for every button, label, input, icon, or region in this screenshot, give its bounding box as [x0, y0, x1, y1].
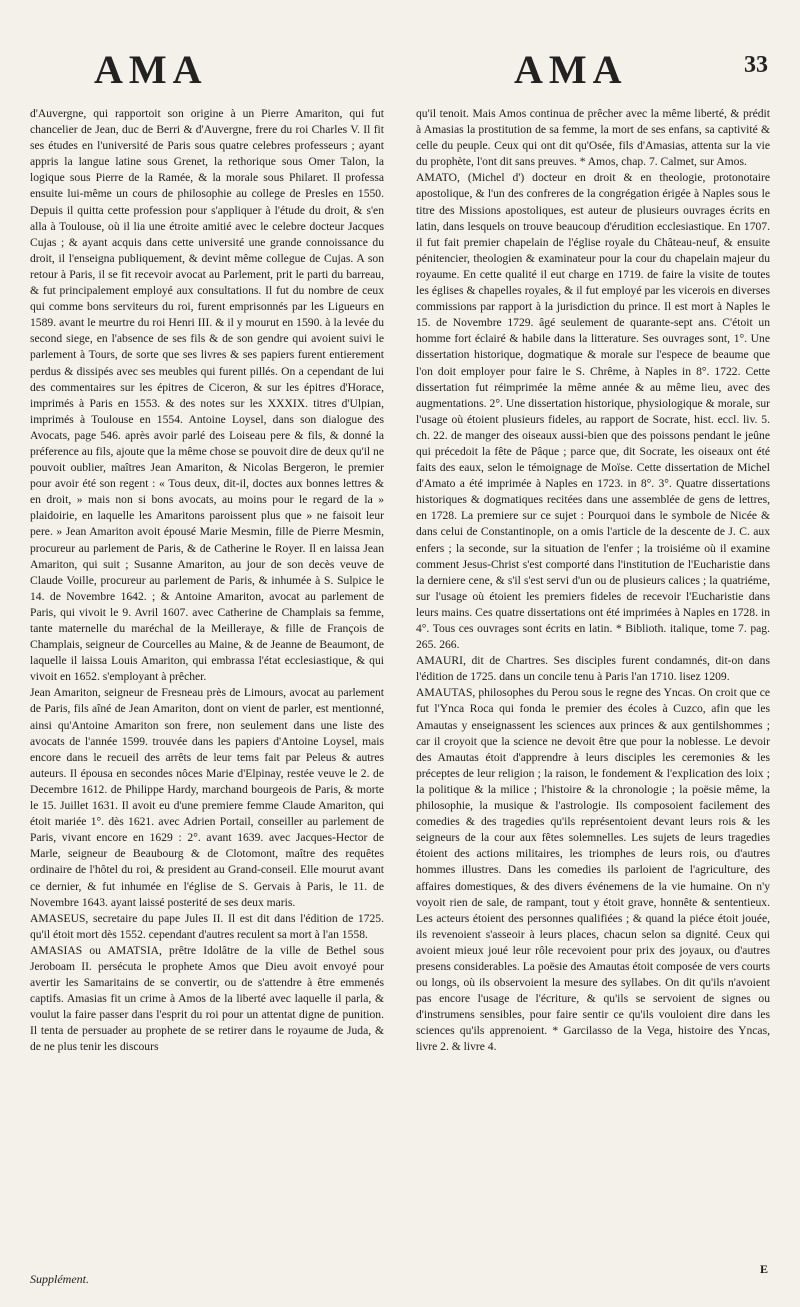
page-number: 33: [744, 52, 768, 78]
paragraph: d'Auvergne, qui rapportoit son origine à un Pierre Amariton, qui fut chancelier de Jean, duc de Berri & d'Auvergne, frere du roi Charles V. Il fit ses études en l'université de Paris sous quatre celebres professeurs ; ayant appris la langue latine sous Grenet, la rethorique sous Omer Talon, la logique sous Pierre de la Ramée, & la morale sous Philaret. Il professa ensuite lui-même un cours de philosophie au college de Presles en 1550. Depuis il quitta cette profession pour s'appliquer à l'étude du droit, & s'en alla à Toulouse, où il lia une étroite amitié avec le celebre docteur Jacques Cujas ; & ayant acquis dans cette université une grande connoissance du droit, il l'enseigna publiquement, & devint même collegue de Cujas. A son retour à Paris, il se fit recevoir avocat au Parlement, prit le parti du barreau, & fut principalement employé aux consultations. Il fut du nombre de ceux qui comme bons serviteurs du roi, furent emprisonnés par les Ligueurs en 1589. avant le meurtre du roi Henri III. & il y mourut en 1590. à la levée du second siege, en l'absence de ses fils & de son gendre qui avoient suivi le parlement à Tours, de sorte que ses livres & ses papiers furent entierement perdus & dissipés avec ses meubles qui furent pillés. On a cependant de lui des commentaires sur les épitres de Ciceron, & sur les épitres d'Horace, imprimés à Paris en 1553. & des notes sur les XXXIX. titres d'Ulpian, imprimés à Toulouse en 1554. Antoine Loysel, dans son dialogue des Avocats, page 546. après avoir parlé des Loiseau pere & fils, & donné la préference au fils, ajoute que la même chose se pouvoit dire de deux qu'il ne pouvoit oublier, maîtres Jean Amariton, & Nicolas Bergeron, le premier pour avoir été son regent : « Tous deux, dit-il, doctes aux bonnes lettres & en droit, » mais non si bons avocats, au moins pour le regard de la » plaidoirie, en laquelle les Amaritons paroissent plus que » ne faisoit leur pere. » Jean Amariton avoit épousé Marie Mesmin, fille de Pierre Mesmin, procureur au parlement de Paris, & de Catherine le Royer. Il en laissa Jean Amariton, qui suit ; Susanne Amariton, au jour de son decès veuve de Claude Voille, procureur au parlement de Paris, & inhumée à S. Sulpice le 14. de Novembre 1642. ; & Antoine Amariton, avocat au parlement de Paris, qui vivoit le 9. Avril 1607. avec Catherine de Champlais sa femme, tante maternelle du maréchal de la Meilleraye, & fille de François de Champlais, seigneur de Courcelles au Maine, & de Jeanne de Beaumont, de laquelle il laissa Louis Amariton, qui embrassa l'état ecclesiastique, & qui vivoit en 1652. s'employant à prêcher.: [30, 107, 384, 684]
paragraph: AMASEUS, secretaire du pape Jules II. Il est dit dans l'édition de 1725. qu'il étoit mort dès 1552. cependant d'autres reculent sa mort à l'an 1558.: [30, 911, 384, 941]
catchword: Supplément.: [30, 1272, 89, 1286]
header-right-title: AMA: [514, 47, 628, 92]
paragraph: AMATO, (Michel d') docteur en droit & en theologie, protonotaire apostolique, & l'un des confreres de la congrégation érigée à Naples sous le titre des Missions apostoliques, est auteur de plusieurs ouvrages écrits en latin, dans lesquels on trouve beaucoup d'érudition ecclesiastique. En 1707. il fut fait premier chapelain de l'église royale du Château-neuf, & ensuite pénitencier, theologien & examinateur pour la cour du chapelain majeur du royaume. En cette qualité il eut charge en 1719. de faire la visite de toutes les églises & chapelles royales, & il fut employé par les vicerois en diverses commissions par rapport à la jurisdiction du prince. Il est mort à Naples le 15. de Novembre 1729. âgé seulement de quarante-sept ans. C'étoit un homme fort éclairé & habile dans la litterature. Ses ouvrages sont, 1°. Une dissertation historique, dogmatique & morale sur l'espece de beaume que l'on doit employer pour faire le S. Chrême, à Naples in 8°. 1722. Cette dissertation fut réimprimée la même année & au même lieu, avec des augmentations. 2°. Une dissertation historique, physiologique & morale, sur l'usage où étoient plusieurs fideles, au rapport de Socrate, hist. eccl. liv. 5. ch. 22. de manger des oiseaux aussi-bien que des poissons pendant le jeûne qui précedoit la fête de Pâque ; parce que, dit Socrate, les oiseaux ont été faits des eaux, selon le témoignage de Moïse. Cette dissertation de Michel d'Amato a été imprimée à Naples en 1723. in 8°. 3°. Quatre dissertations historiques & dogmatiques recitées dans une assemblée de gens de lettres, en 1728. La premiere sur ce sujet : Pourquoi dans le symbole de Nicée & dans celui de Constantinople, on a omis l'article de la descente de J. C. aux enfers ; la seconde, sur la situation de l'enfer ; la troisiéme où il examine comment Jesus-Christ s'est comporté dans l'institution de l'Eucharistie dans la derniere cene, & s'il s'est servi d'un ou de plusieurs calices ; la quatriéme, sur l'usage où étoient les premiers fideles de recevoir l'Eucharistie dans leurs mains. Ces quatre dissertations ont été imprimées à Naples en 1728. in 4°. Tous ces ouvrages sont écrits en latin. * Biblioth. italique, tome 7. pag. 265. 266.: [416, 171, 770, 652]
right-column: [416, 106, 770, 1288]
left-column: [30, 106, 384, 1288]
paragraph: qu'il tenoit. Mais Amos continua de prêcher avec la même liberté, & prédit à Amasias la prostitution de sa femme, la mort de ses enfans, sa captivité & celle du peuple. Ceux qui ont dit qu'Osée, fils d'Amasias, attenta sur la vie du prophète, l'ont dit sans preuves. * Amos, chap. 7. Calmet, sur Amos.: [416, 107, 770, 169]
running-header: [0, 46, 800, 96]
paragraph: AMAURI, dit de Chartres. Ses disciples furent condamnés, dit-on dans l'édition de 1725. dans un concile tenu à Paris l'an 1710. lisez 1209.: [416, 654, 770, 684]
signature-mark: E: [760, 1262, 769, 1276]
header-left-title: AMA: [94, 47, 208, 92]
paragraph: AMASIAS ou AMATSIA, prêtre Idolâtre de la ville de Bethel sous Jeroboam II. persécuta le prophete Amos que Dieu avoit envoyé pour avertir les Samaritains de se convertir, ou de s'attendre à être emmenés captifs. Amasias fit un crime à Amos de la liberté avec laquelle il parla, & voulut la faire passer dans l'esprit du roi pour un attentat digne de punition. Il tenta de persuader au prophete de se retirer dans le royaume de Juda, & de ne plus tenir les discours: [30, 943, 384, 1054]
paragraph: Jean Amariton, seigneur de Fresneau près de Limours, avocat au parlement de Paris, fils aîné de Jean Amariton, dont on vient de parler, est mentionné, ainsi qu'Antoine Amariton son frere, non seulement dans une liste des avocats de l'année 1599. trouvée dans les papiers d'Antoine Loysel, mais encore dans le recueil des arrêts de leur tems fait par Peleus & autres auteurs. Il épousa en secondes nôces Marie d'Elpinay, restée veuve le 2. de Decembre 1612. de Philippe Hardy, marchand bourgeois de Paris, & morte le 15. Juillet 1631. Il avoit eu d'une premiere femme Claude Amariton, qui étoit mariée 1°. dès 1621. avec Adrien Portail, conseiller au parlement de Paris, vivant encore en 1629 : 2°. avant 1639. avec Jacques-Hector de Marle, seigneur de Beaubourg & de Clotomont, maître des requêtes ordinaire de l'hôtel du roi, & president au Grand-conseil. Elle mourut avant ce dernier, & fut inhumée en l'église de S. Gervais à Paris, le 11. de Novembre 1643. ayant laissé posterité de ses deux maris.: [30, 686, 384, 909]
paragraph: AMAUTAS, philosophes du Perou sous le regne des Yncas. On croit que ce fut l'Ynca Roca qui fonda le premier des écoles à Cuzco, afin que les Amautas y enseignassent les sciences aux princes & aux gentilshommes ; car il croyoit que la science ne devoit être que pour la noblesse. Le devoir des Amautas étoit d'apprendre à leurs disciples les ceremonies & les préceptes de leur religion ; la raison, le fondement & l'explication des loix ; la politique & la milice ; l'histoire & la chronologie ; la poësie même, la philosophie, la musique & l'astrologie. Ils composoient facilement des comedies & des tragedies qu'ils représentoient devant leurs rois & les seigneurs de la cour aux fêtes solemnelles. Les sujets de leurs tragedies étoient des actions militaires, les triomphes de leurs rois, ou d'autres hommes illustres. Dans les comedies ils parloient de l'agriculture, des affaires domestiques, & des divers événemens de la vie humaine. On n'y voyoit rien de sale, de rampant, tout y étoit grave, honnête & sententieux. Les acteurs étoient des personnes qualifiées ; & quand la piéce étoit jouée, ils revenoient s'asseoir à leurs places, chacun selon sa dignité. Ceux qui avoient mieux joué leur rôle recevoient pour prix des joyaux, ou d'autres presens considerables. La poësie des Amautas étoit composée de vers courts ou longs, où ils observoient la mesure des syllabes. On dit qu'ils n'avoient pas encore l'usage de l'écriture, & qu'ils se servoient de signes ou d'instrumens sensibles, pour faire sentir ce qu'ils vouloient dire dans les sciences qu'ils apprenoient. * Garcilasso de la Vega, histoire des Yncas, livre 2. & livre 4.: [416, 686, 770, 1054]
